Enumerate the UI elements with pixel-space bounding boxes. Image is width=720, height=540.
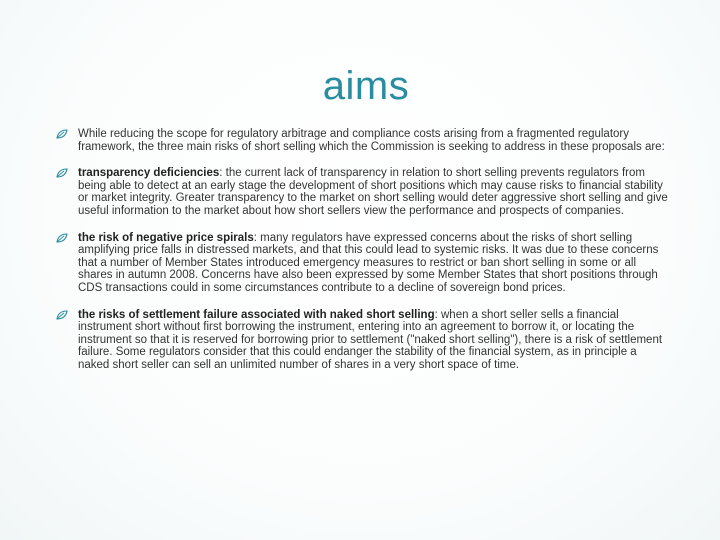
leaf-bullet-icon — [56, 233, 68, 244]
leaf-bullet-icon — [56, 310, 68, 321]
bullet-text: : the current lack of transparency in relation to short selling prevents regulators from being able to detect at an early stage the development of short positions which may cause risks to financial stability or market integrity. Greater transparency to the market on short selling would deter aggressive short selling and give useful information to the market about how short sellers view the performance and prospects of companies. — [78, 167, 668, 217]
slide-title: aims — [322, 64, 410, 108]
bullet-item-intro — [56, 128, 668, 153]
bullet-text: : when a short seller sells a financial instrument short without first borrowing the instrument, entering into an agreement to borrow it, or locating the instrument so that it is reserved for borrowing prior to settlement ("naked short selling"), there is a risk of settlement failure. Some regulators consider that this could endanger the stability of the financial system, as in principle a naked short seller can sell an unlimited number of shares in a very short space of time. — [78, 308, 663, 371]
leaf-bullet-icon — [56, 168, 68, 179]
bullet-lead: the risk of negative price spirals — [78, 231, 254, 244]
leaf-bullet-icon — [56, 129, 68, 140]
bullet-lead: the risks of settlement failure associated with naked short selling — [78, 308, 435, 321]
bullet-text: While reducing the scope for regulatory arbitrage and compliance costs arising from a fragmented regulatory framework, the three main risks of short selling which the Commission is seeking to address in these proposals are: — [78, 128, 665, 153]
bullet-item-settlement-failure — [56, 309, 668, 372]
bullet-item-price-spirals — [56, 232, 668, 295]
bullet-item-transparency — [56, 167, 668, 217]
bullet-lead: transparency deficiencies — [78, 167, 220, 180]
bullet-text: : many regulators have expressed concerns about the risks of short selling amplifying price falls in distressed markets, and that this could lead to systemic risks. It was due to these concerns that a number of Member States introduced emergency measures to restrict or ban short selling in some or all shares in autumn 2008. Concerns have also been expressed by some Member States that short positions through CDS transactions could in some circumstances contribute to a decline of sovereign bond prices. — [78, 231, 659, 294]
bullet-list — [56, 128, 668, 386]
